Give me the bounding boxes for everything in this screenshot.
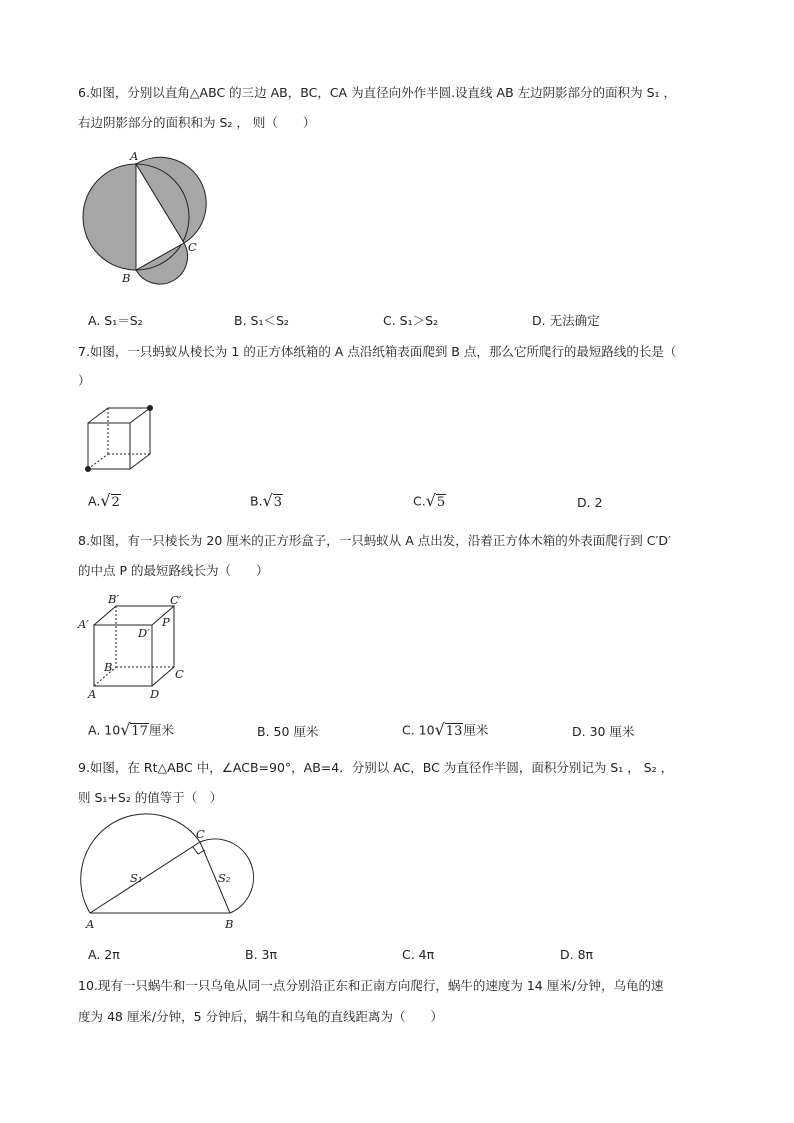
q9-label-s2: S₂ (218, 871, 231, 885)
q9-label-c: C (196, 827, 205, 841)
q9-option-b: B. 3π (245, 947, 278, 962)
q7-text-line1: 7.如图，一只蚂蚁从棱长为 1 的正方体纸箱的 A 点沿纸箱表面爬到 B 点，那么它所爬行的最短路线的长是（ (78, 344, 677, 359)
q9-triangle (90, 842, 230, 913)
q9-label-a: A (86, 917, 95, 931)
q7-right-face (130, 408, 150, 469)
q8-label-d1: D′ (138, 626, 150, 640)
q7-option-b-prefix: B. (250, 493, 263, 509)
q6-option-b: B. S₁＜S₂ (234, 313, 289, 328)
q8-label-b1: B′ (108, 592, 120, 606)
q7-top-face (88, 408, 150, 423)
q8-label-a: A (88, 687, 97, 701)
q8-option-a: A. 10√17厘米 (88, 720, 174, 739)
q7-hidden-diag (88, 454, 108, 469)
q8-label-d: D (150, 687, 160, 701)
q8-option-c-radicand: 13 (445, 724, 463, 739)
q6-text-line2: 右边阴影部分的面积和为 S₂ ， 则（ ） (78, 115, 316, 130)
q8-label-p: P (162, 615, 170, 629)
q8-text-line2: 的中点 P 的最短路线长为（ ） (78, 563, 269, 578)
q7-option-a: A.√2 (88, 491, 120, 510)
q8-option-b: B. 50 厘米 (257, 724, 319, 739)
q8-option-a-radicand: 17 (131, 724, 148, 739)
q9-option-d: D. 8π (560, 947, 594, 962)
q9-text-line2: 则 S₁+S₂ 的值等于（ ） (78, 790, 223, 805)
q6-text-line1: 6.如图，分别以直角△ABC 的三边 AB，BC，CA 为直径向外作半圆.设直线 AB 左边阴影部分的面积为 S₁ ， (78, 85, 677, 100)
q8-option-c-prefix: C. 10 (402, 722, 435, 738)
q8-label-b: B (104, 660, 113, 674)
q8-option-a-suffix: 厘米 (148, 722, 174, 738)
q7-cube-figure (82, 402, 157, 477)
q6-label-c: C (188, 240, 197, 254)
q9-label-b: B (225, 917, 234, 931)
q7-option-a-radicand: 2 (111, 495, 120, 510)
q6-left-semicircle (83, 164, 136, 270)
q7-option-c-prefix: C. (413, 493, 426, 509)
q8-option-c-suffix: 厘米 (463, 722, 489, 738)
q6-figure (78, 148, 218, 293)
q7-option-a-prefix: A. (88, 493, 101, 509)
q7-front-face (88, 423, 130, 469)
q6-option-a: A. S₁＝S₂ (88, 313, 143, 328)
q8-text-line1: 8.如图，有一只棱长为 20 厘米的正方形盒子，一只蚂蚁从 A 点出发，沿着正方体木箱的外表面爬行到 C′D′ (78, 533, 671, 548)
q7-text-line2: ） (78, 373, 91, 388)
q9-figure (80, 826, 265, 936)
q7-option-b: B.√3 (250, 491, 283, 510)
q6-option-d: D. 无法确定 (532, 313, 600, 328)
q9-semicircle-ac (81, 814, 200, 913)
q6-label-b: B (122, 271, 131, 285)
q6-label-a: A (130, 149, 139, 163)
q9-right-angle-mark (193, 847, 205, 854)
q10-text-line2: 度为 48 厘米/分钟，5 分钟后，蜗牛和乌龟的直线距离为（ ） (78, 1009, 443, 1024)
q9-label-s1: S₁ (130, 871, 143, 885)
q8-label-c: C (175, 667, 184, 681)
q10-text-line1: 10.现有一只蜗牛和一只乌龟从同一点分别沿正东和正南方向爬行，蜗牛的速度为 14 厘米/分钟，乌龟的速 (78, 978, 664, 993)
q7-option-c-radicand: 5 (436, 495, 446, 510)
q7-point-b (147, 405, 153, 411)
q8-option-d: D. 30 厘米 (572, 724, 635, 739)
q8-label-c1: C′ (170, 593, 182, 607)
q7-option-b-radicand: 3 (273, 495, 283, 510)
q8-label-a1: A′ (78, 617, 89, 631)
q8-option-a-prefix: A. 10 (88, 722, 121, 738)
q9-option-c: C. 4π (402, 947, 435, 962)
q7-point-a (85, 466, 91, 472)
q9-text-line1: 9.如图，在 Rt△ABC 中，∠ACB=90°，AB=4．分别以 AC，BC 为直径作半圆，面积分别记为 S₁ ， S₂ ， (78, 760, 674, 775)
q8-option-c: C. 10√13厘米 (402, 720, 489, 739)
q6-option-c: C. S₁＞S₂ (383, 313, 439, 328)
q8-cube-figure (78, 594, 188, 704)
q9-option-a: A. 2π (88, 947, 120, 962)
q7-option-c: C.√5 (413, 491, 446, 510)
q7-option-d: D. 2 (577, 495, 603, 510)
